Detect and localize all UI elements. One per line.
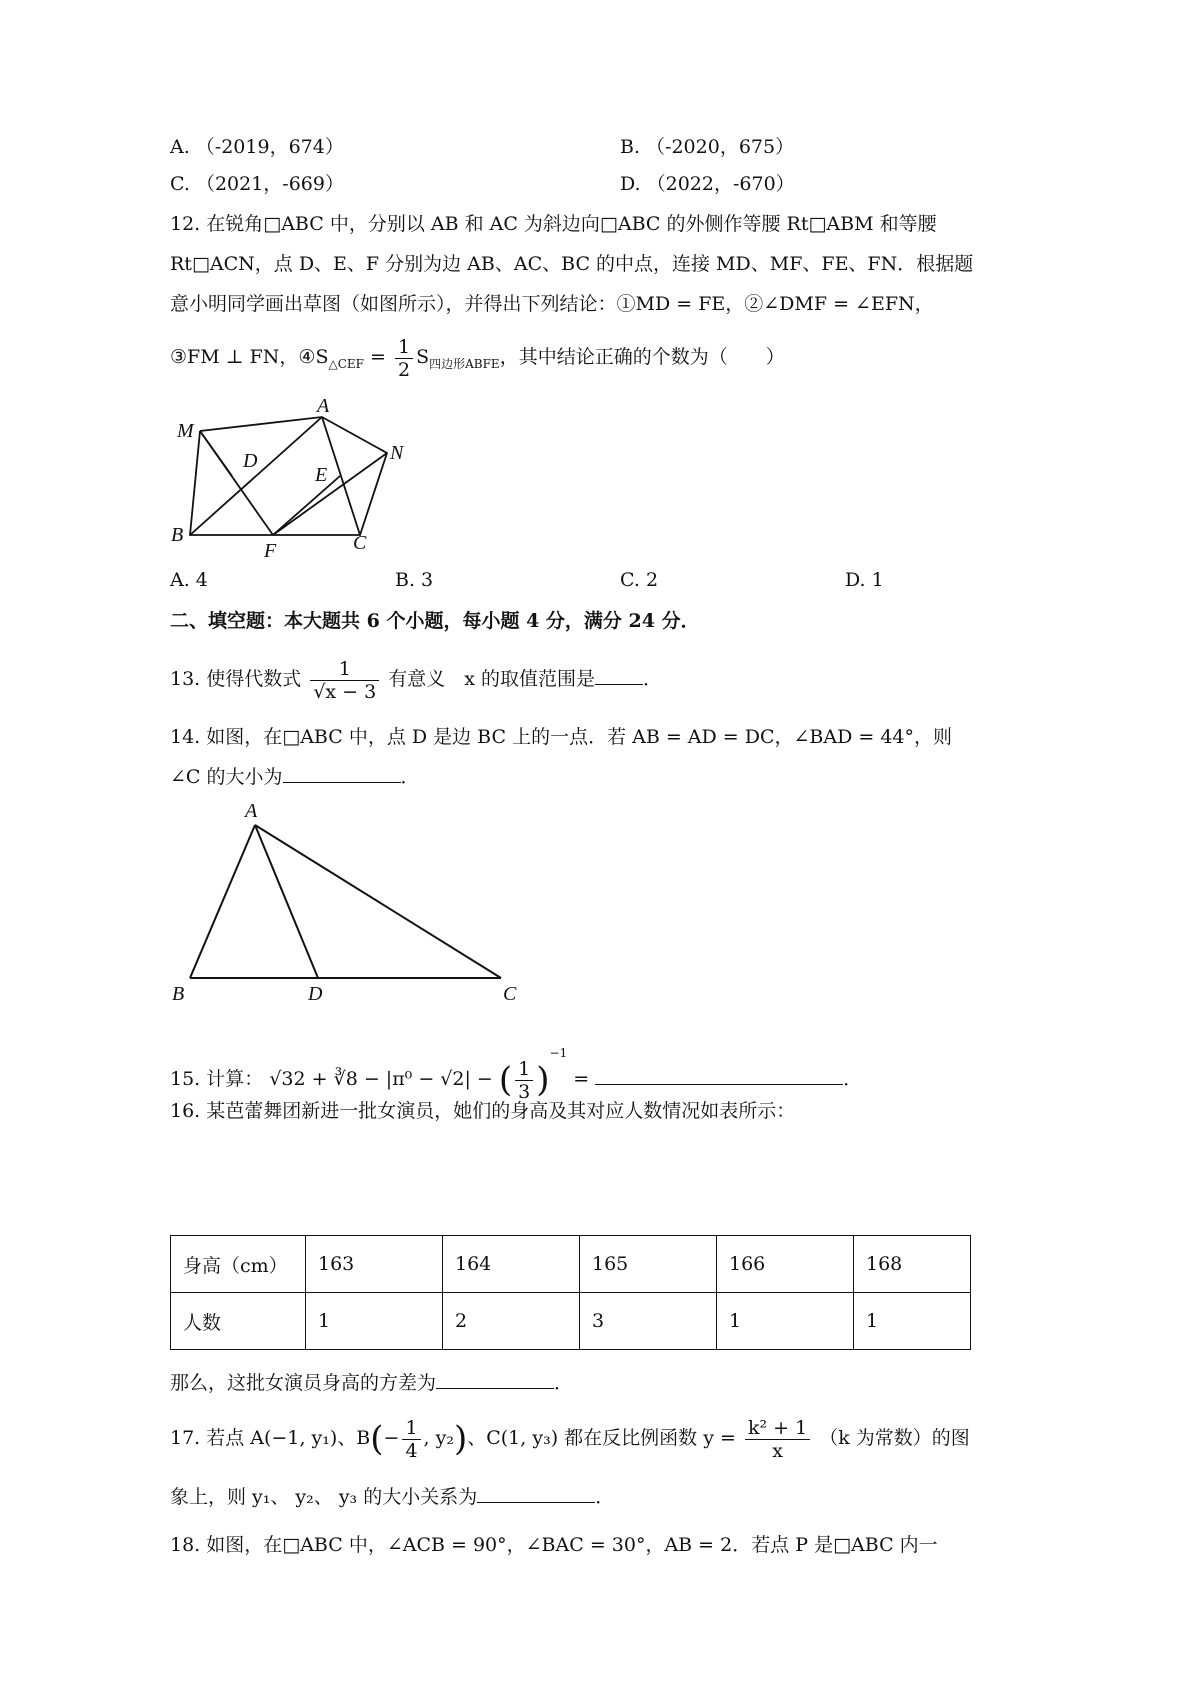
table-cell: 1 (854, 1293, 971, 1350)
q15-prefix: 15. 计算： (170, 1068, 264, 1090)
q13-end: ． (643, 668, 663, 690)
q17-part-a: 17. 若点 A(−1, y₁)、B (170, 1427, 371, 1449)
q12-frac-den: 2 (398, 358, 411, 381)
table-cell: 165 (580, 1236, 717, 1293)
q15-paren-close: ) (536, 1060, 550, 1100)
table-row (171, 1293, 971, 1350)
q16-intro: 16. 某芭蕾舞团新进一批女演员，她们的身高及其对应人数情况如表所示： (170, 1100, 796, 1122)
q12-outline (190, 417, 387, 535)
q17-frac-num: 1 (402, 1417, 420, 1440)
q17-line-1 (170, 1408, 970, 1469)
q17-frac-den: 4 (405, 1439, 418, 1462)
q14-label-d: D (308, 983, 323, 1005)
section-2-title: 二、填空题：本大题共 6 个小题，每小题 4 分，满分 24 分． (170, 610, 700, 632)
q13-suffix: 有意义 x 的取值范围是 (388, 668, 596, 690)
q14-label-b: B (172, 983, 185, 1005)
table-cell: 166 (717, 1236, 854, 1293)
q17-minus: − (383, 1427, 400, 1449)
q11-option-c: C. （2021，-669） (170, 173, 344, 195)
q13-fraction (310, 658, 379, 703)
q12-frac-num: 1 (395, 336, 413, 359)
q17-quarter-fraction (402, 1417, 420, 1462)
q12-label-f: F (264, 540, 277, 560)
table-cell: 163 (306, 1236, 443, 1293)
q17-function-fraction (745, 1417, 810, 1462)
q17-end: ． (595, 1486, 615, 1508)
q16-answer-blank[interactable] (436, 1370, 554, 1389)
q12-line-3: 意小明同学画出草图（如图所示），并得出下列结论：①MD = FE，②∠DMF = ∠EFN， (170, 293, 934, 315)
q14-line-1: 14. 如图，在□ABC 中，点 D 是边 BC 上的一点．若 AB = AD = DC，∠BAD = 44°，则 (170, 726, 953, 748)
q14-label-c: C (503, 983, 517, 1005)
q12-line-ba (190, 417, 322, 535)
q12-half-fraction (395, 336, 413, 381)
q15-exponent: −1 (549, 1046, 568, 1060)
table-cell: 168 (854, 1236, 971, 1293)
q15-expression: √32 + ∛8 − |π⁰ − √2| − (269, 1068, 493, 1090)
q12-option-d: D. 1 (845, 569, 884, 591)
q12-line-md (200, 431, 232, 476)
q14-answer-blank[interactable] (283, 764, 401, 783)
q12-option-a: A. 4 (170, 569, 208, 591)
q13 (170, 650, 662, 708)
q12-label-a: A (317, 395, 330, 417)
q15-frac-den: 3 (518, 1080, 531, 1103)
q13-frac-num: 1 (310, 658, 379, 681)
q17-paren-close: ) (453, 1419, 468, 1459)
q12-s: S (416, 346, 430, 368)
q16-end: ． (554, 1372, 574, 1394)
q13-frac-den: √x − 3 (313, 680, 377, 703)
q14-end: ． (400, 766, 420, 788)
q14-figure (165, 795, 535, 1010)
q15-end: ． (843, 1068, 863, 1090)
q12-line-fe (273, 476, 340, 535)
q12-option-c: C. 2 (620, 569, 659, 591)
q15-paren-open: ( (498, 1060, 513, 1100)
table-cell: 1 (306, 1293, 443, 1350)
q14-line-2 (170, 764, 420, 790)
q14-line2-text: ∠C 的大小为 (170, 766, 283, 788)
q18-line-1: 18. 如图，在□ABC 中，∠ACB = 90°，∠BAC = 30°，AB = 2．若点 P 是□ABC 内一 (170, 1534, 938, 1556)
q12-line4-a: ③FM ⊥ FN，④S (170, 346, 329, 368)
table-cell: 164 (443, 1236, 580, 1293)
q17-paren-open: ( (370, 1419, 384, 1459)
q14-side-ac (255, 825, 501, 978)
q16-after-text: 那么，这批女演员身高的方差为 (170, 1372, 437, 1394)
q12-sub-cef: △CEF (328, 356, 364, 371)
q12-line-4 (170, 333, 785, 388)
q12-label-m: M (177, 420, 194, 442)
q14-side-ab (190, 825, 255, 978)
table-cell: 人数 (171, 1293, 306, 1350)
q14-label-a: A (245, 800, 258, 822)
q12-label-d: D (243, 450, 258, 472)
q12-line4-b: ，其中结论正确的个数为（ ） (499, 346, 785, 368)
q15-answer-blank[interactable] (595, 1066, 843, 1085)
q12-label-b: B (171, 524, 184, 546)
q14-side-ad (255, 825, 318, 978)
q12-eq: = (370, 346, 386, 368)
table-cell: 3 (580, 1293, 717, 1350)
q12-label-c: C (353, 532, 367, 554)
table-cell: 2 (443, 1293, 580, 1350)
q15-eq: = (573, 1068, 590, 1090)
q11-option-d: D. （2022，-670） (620, 173, 795, 195)
q12-label-n: N (390, 442, 404, 464)
q17-part-c: （k 为常数）的图 (819, 1427, 970, 1449)
q15-fraction (515, 1058, 533, 1103)
q15 (170, 1024, 862, 1109)
q13-answer-blank[interactable] (595, 666, 643, 685)
table-cell: 1 (717, 1293, 854, 1350)
q12-line-2: Rt□ACN，点 D、E、F 分别为边 AB、AC、BC 的中点，连接 MD、MF、FE、FN．根据题 (170, 253, 974, 275)
q11-option-b: B. （-2020，675） (620, 136, 795, 158)
q17-answer-blank[interactable] (477, 1484, 595, 1503)
q17-k-den: x (772, 1439, 783, 1462)
q17-after-frac: , y₂ (423, 1427, 454, 1449)
q17-part-b: 、C(1, y₃) 都在反比例函数 y = (467, 1427, 736, 1449)
q12-sub-abfe: 四边形ABFE (429, 356, 500, 371)
table-cell: 身高（cm） (171, 1236, 306, 1293)
q11-option-a: A. （-2019，674） (170, 136, 344, 158)
table-row (171, 1236, 971, 1293)
q12-option-b: B. 3 (395, 569, 434, 591)
q16-height-table (170, 1235, 971, 1350)
q12-line-1: 12. 在锐角□ABC 中，分别以 AB 和 AC 为斜边向□ABC 的外侧作等腰 Rt□ABM 和等腰 (170, 213, 937, 235)
q12-label-e: E (315, 464, 328, 486)
q13-prefix: 13. 使得代数式 (170, 668, 302, 690)
q16-after (170, 1370, 573, 1396)
q17-line2-text: 象上，则 y₁、 y₂、 y₃ 的大小关系为 (170, 1486, 478, 1508)
q17-k-num: k² + 1 (745, 1417, 810, 1440)
q12-line-fn (273, 453, 387, 535)
q17-line-2 (170, 1484, 614, 1510)
q12-figure (165, 395, 425, 560)
q15-frac-num: 1 (515, 1058, 533, 1081)
